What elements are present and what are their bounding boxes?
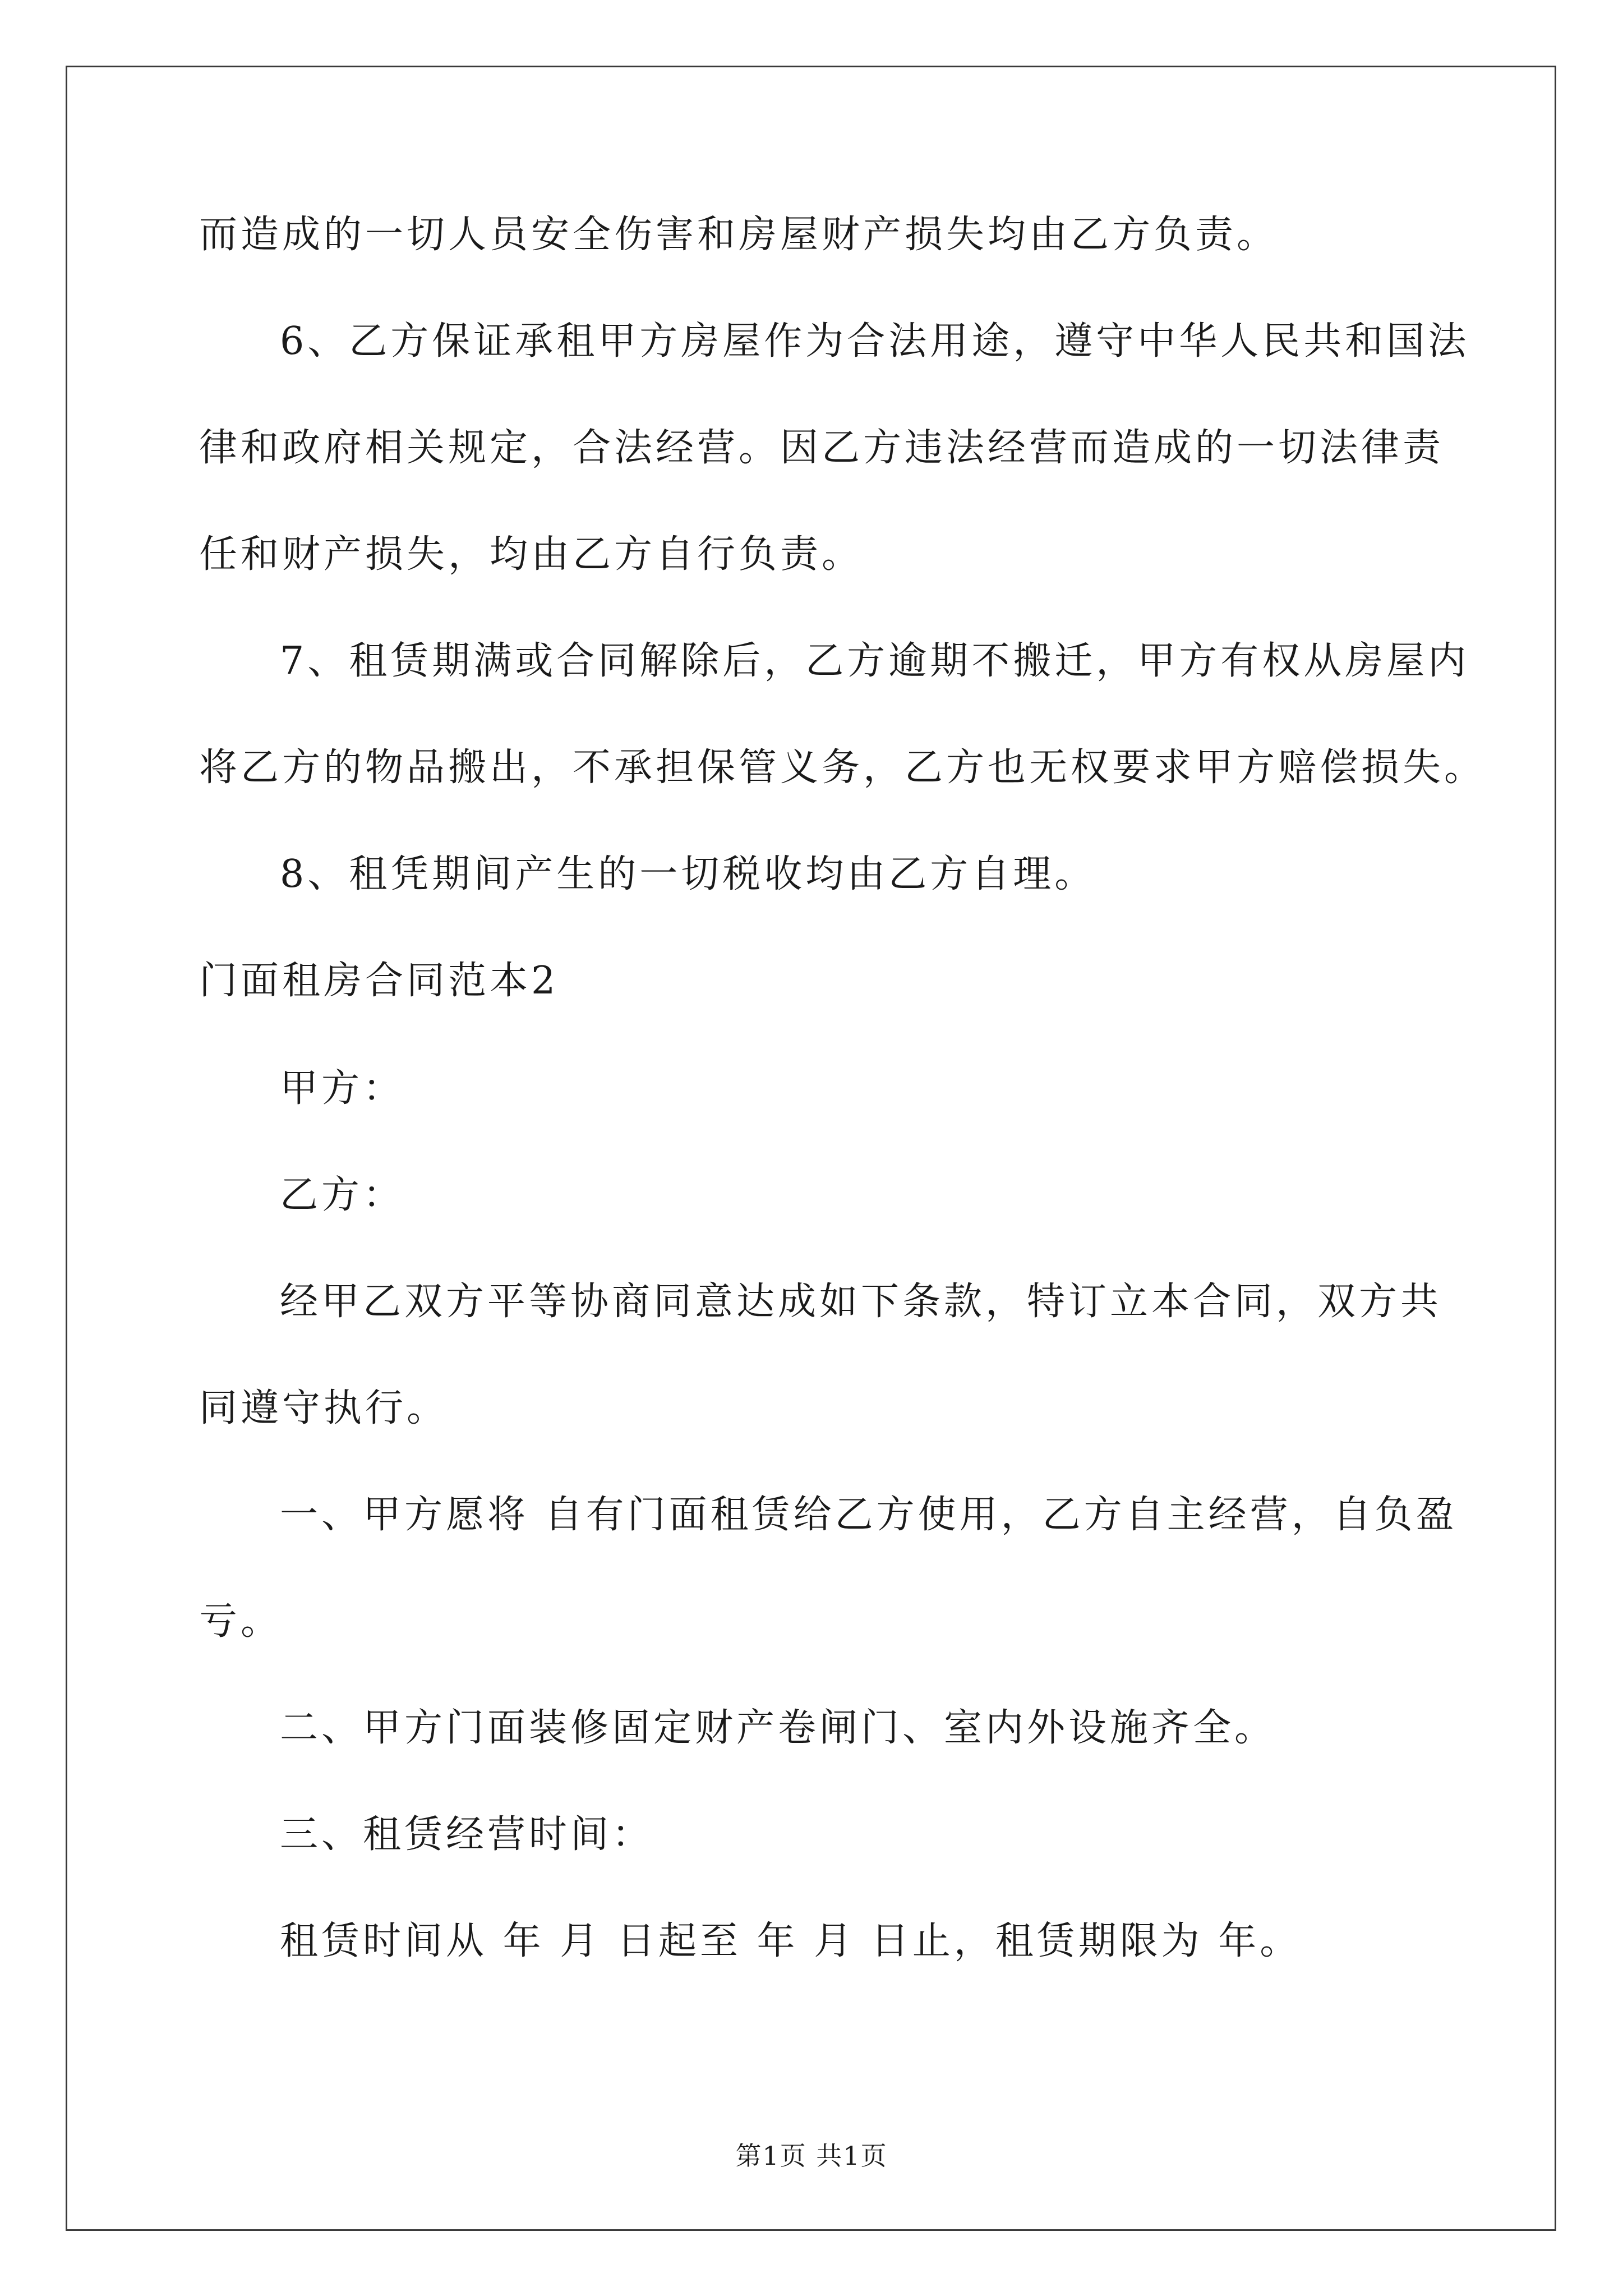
paragraph-line: 将乙方的物品搬出，不承担保管义务，乙方也无权要求甲方赔偿损失。 [199, 746, 1486, 790]
paragraph-line: 8、租凭期间产生的一切税收均由乙方自理。 [280, 852, 1096, 896]
page-number-footer: 第1页 共1页 [735, 2141, 888, 2171]
section-title: 门面租房合同范本2 [199, 959, 559, 1003]
party-b-label: 乙方： [280, 1173, 405, 1217]
paragraph-line: 而造成的一切人员安全伤害和房屋财产损失均由乙方负责。 [199, 213, 1279, 257]
party-a-label: 甲方： [280, 1066, 405, 1111]
paragraph-line: 律和政府相关规定，合法经营。因乙方违法经营而造成的一切法律责 [199, 426, 1445, 470]
paragraph-line: 同遵守执行。 [199, 1386, 449, 1430]
paragraph-line: 一、甲方愿将 自有门面租赁给乙方使用，乙方自主经营，自负盈 [280, 1493, 1458, 1537]
paragraph-line: 任和财产损失，均由乙方自行负责。 [199, 532, 864, 577]
paragraph-line: 租赁时间从 年 月 日起至 年 月 日止，租赁期限为 年。 [280, 1919, 1302, 1963]
paragraph-line: 亏。 [199, 1599, 283, 1644]
paragraph-line: 二、甲方门面装修固定财产卷闸门、室内外设施齐全。 [280, 1706, 1276, 1750]
paragraph-line: 6、乙方保证承租甲方房屋作为合法用途，遵守中华人民共和国法 [280, 319, 1470, 364]
paragraph-line: 7、租赁期满或合同解除后，乙方逾期不搬迁，甲方有权从房屋内 [280, 639, 1470, 683]
document-body [199, 213, 1486, 2029]
paragraph-line: 三、租赁经营时间： [280, 1812, 654, 1857]
paragraph-line: 经甲乙双方平等协商同意达成如下条款，特订立本合同，双方共 [280, 1280, 1442, 1324]
